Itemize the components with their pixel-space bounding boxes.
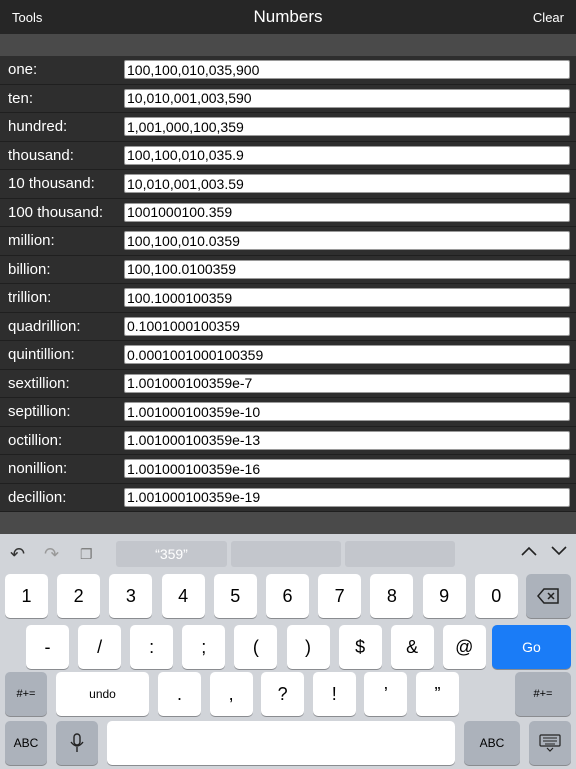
tools-button[interactable]: Tools [12, 10, 43, 25]
key[interactable]: ? [261, 672, 304, 716]
backspace-key[interactable] [526, 574, 571, 618]
keyboard-toolbar [0, 534, 576, 574]
key[interactable]: ! [313, 672, 356, 716]
key[interactable]: 3 [109, 574, 152, 618]
number-row [0, 427, 576, 456]
suggestion-1[interactable]: “359” [116, 541, 227, 567]
key[interactable]: 1 [5, 574, 48, 618]
suggestion-2[interactable] [231, 541, 341, 567]
row-value-field[interactable] [124, 260, 570, 279]
row-label: septillion: [8, 403, 71, 420]
number-row [0, 113, 576, 142]
keyboard [0, 534, 576, 768]
row-label: million: [8, 232, 55, 249]
number-row [0, 256, 576, 285]
paste-icon[interactable]: ❐ [80, 546, 93, 562]
key[interactable]: ; [182, 625, 225, 669]
number-row [0, 142, 576, 171]
row-value-field[interactable] [124, 117, 570, 136]
row-value-field[interactable] [124, 60, 570, 79]
key[interactable]: : [130, 625, 173, 669]
chevron-up-icon[interactable] [520, 542, 538, 565]
key[interactable]: & [391, 625, 434, 669]
row-label: sextillion: [8, 374, 70, 392]
top-spacer [0, 34, 576, 56]
key[interactable]: 0 [475, 574, 518, 618]
clear-button[interactable]: Clear [532, 10, 564, 25]
row-label: billion: [8, 260, 51, 278]
row-value-field[interactable] [124, 374, 570, 393]
redo-arrow-icon[interactable]: ↷ [44, 544, 60, 564]
number-row [0, 227, 576, 256]
number-row [0, 455, 576, 484]
number-row [0, 56, 576, 85]
key[interactable]: / [78, 625, 121, 669]
row-label: decillion: [8, 488, 67, 506]
nav-bar [0, 0, 576, 34]
key[interactable]: $ [339, 625, 382, 669]
number-row [0, 341, 576, 370]
row-label: octillion: [8, 431, 63, 449]
row-value-field[interactable] [124, 89, 570, 108]
keyboard-hide-key[interactable] [529, 721, 571, 765]
undo-key[interactable]: undo [56, 672, 149, 716]
row-label: quadrillion: [8, 317, 81, 335]
key[interactable]: , [210, 672, 253, 716]
row-value-field[interactable] [124, 174, 570, 193]
key[interactable]: 2 [57, 574, 100, 618]
bottom-spacer [0, 512, 576, 534]
number-row [0, 313, 576, 342]
number-list [0, 56, 576, 512]
row-value-field[interactable] [124, 146, 570, 165]
symbols-key-left[interactable]: #+= [5, 672, 47, 716]
row-value-field[interactable] [124, 459, 570, 478]
key[interactable]: ’ [364, 672, 407, 716]
symbols-key-right[interactable]: #+= [515, 672, 571, 716]
row-value-field[interactable] [124, 488, 570, 507]
abc-key-right[interactable]: ABC [464, 721, 520, 765]
undo-arrow-icon[interactable]: ↶ [10, 544, 26, 564]
number-row [0, 484, 576, 513]
row-value-field[interactable] [124, 203, 570, 222]
key[interactable]: 9 [423, 574, 466, 618]
row-label: nonillion: [8, 460, 68, 477]
go-button[interactable]: Go [492, 625, 571, 669]
row-value-field[interactable] [124, 402, 570, 421]
key[interactable]: ” [416, 672, 459, 716]
key[interactable]: 7 [318, 574, 361, 618]
key[interactable]: 8 [370, 574, 413, 618]
row-label: hundred: [8, 118, 68, 135]
key[interactable]: . [158, 672, 201, 716]
key[interactable]: 5 [214, 574, 257, 618]
backspace-icon [537, 587, 561, 605]
abc-key-left[interactable]: ABC [5, 721, 47, 765]
row-value-field[interactable] [124, 231, 570, 250]
row-label: thousand: [8, 146, 74, 164]
row-value-field[interactable] [124, 317, 570, 336]
space-bar[interactable] [107, 721, 455, 765]
key[interactable]: ( [234, 625, 277, 669]
row-label: quintillion: [8, 346, 75, 363]
number-row [0, 398, 576, 427]
key[interactable]: ) [287, 625, 330, 669]
row-value-field[interactable] [124, 431, 570, 450]
row-value-field[interactable] [124, 345, 570, 364]
row-label: ten: [8, 89, 34, 107]
keyboard-hide-icon [539, 734, 561, 752]
suggestion-3[interactable] [345, 541, 455, 567]
row-label: one: [8, 61, 38, 78]
number-row [0, 85, 576, 114]
row-label: 10 thousand: [8, 175, 95, 192]
chevron-down-icon[interactable] [550, 542, 568, 565]
number-row [0, 370, 576, 399]
row-value-field[interactable] [124, 288, 570, 307]
key[interactable]: - [26, 625, 69, 669]
row-label: trillion: [8, 289, 52, 306]
microphone-icon [70, 733, 84, 753]
number-row [0, 199, 576, 228]
key[interactable]: 4 [162, 574, 205, 618]
number-row [0, 170, 576, 199]
number-row [0, 284, 576, 313]
key[interactable]: @ [443, 625, 486, 669]
row-label: 100 thousand: [8, 203, 104, 221]
microphone-key[interactable] [56, 721, 98, 765]
page-title: Numbers [253, 7, 323, 26]
key[interactable]: 6 [266, 574, 309, 618]
